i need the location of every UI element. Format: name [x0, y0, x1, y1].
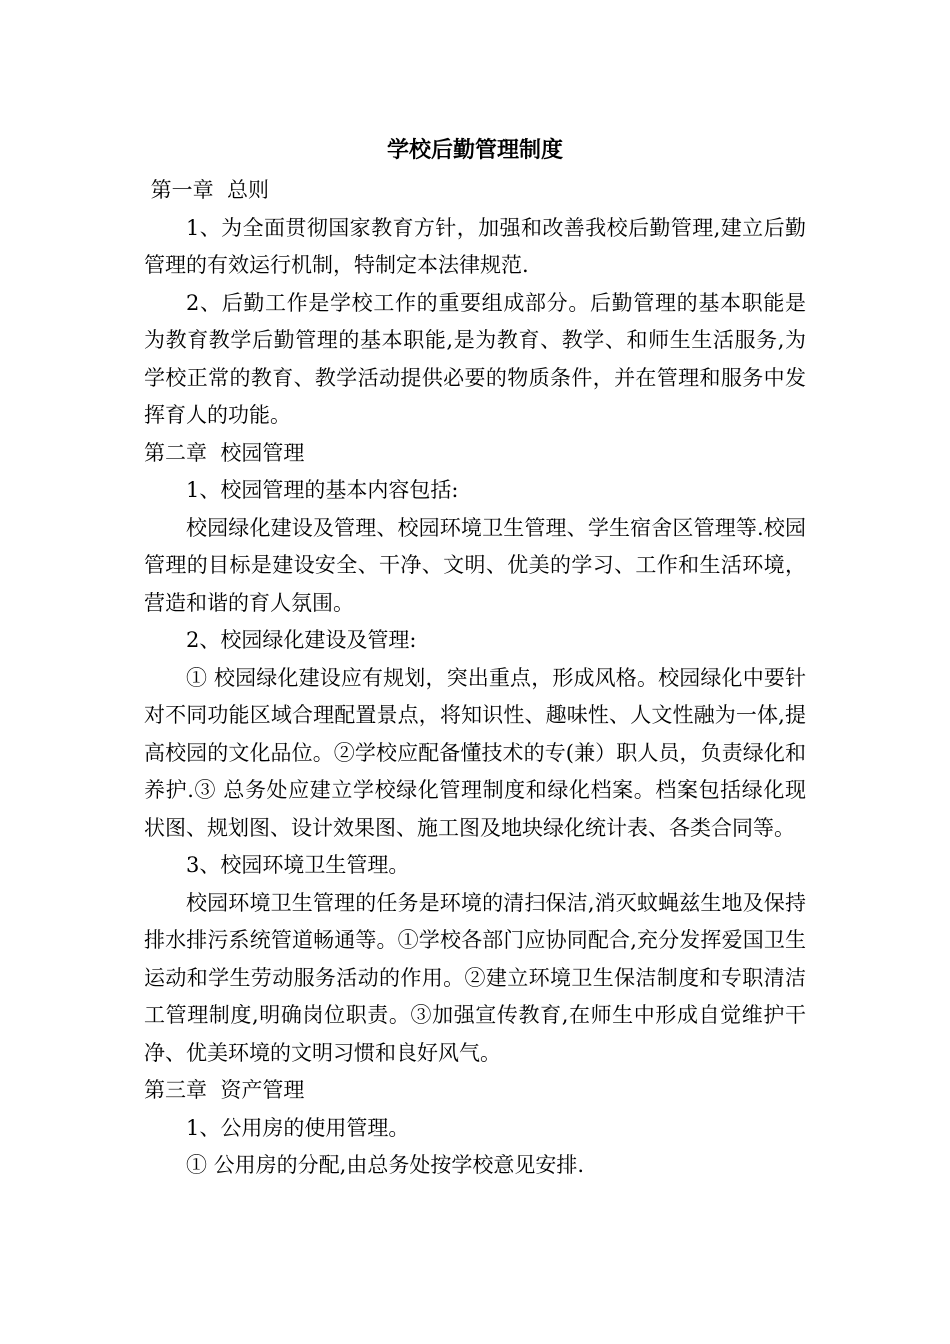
document-title: 学校后勤管理制度	[386, 137, 563, 163]
paragraph: 2、后勤工作是学校工作的重要组成部分。后勤管理的基本职能是为教育教学后勤管理的基本职能,是为教育、教学、和师生生活服务,为学校正常的教育、教学活动提供必要的物质条件，并在管理和服务中发挥育人的功能。	[144, 290, 806, 427]
paragraph: ① 校园绿化建设应有规划，突出重点，形成风格。校园绿化中要针对不同功能区域合理配置景点，将知识性、趣味性、人文性融为一体,提高校园的文化品位。②学校应配备懂技术的专(兼）职人员，负责绿化和养护.③ 总务处应建立学校绿化管理制度和绿化档案。档案包括绿化现状图、规划图、设计效果图、施工图及地块绿化统计表、各类合同等。	[144, 665, 806, 840]
paragraph: 校园绿化建设及管理、校园环境卫生管理、学生宿舍区管理等.校园管理的目标是建设安全、干净、文明、优美的学习、工作和生活环境，营造和谐的育人氛围。	[144, 515, 806, 615]
document-body	[144, 128, 806, 1185]
chapter-heading: 第二章 校园管理	[144, 440, 305, 465]
paragraph: 3、校园环境卫生管理。	[186, 853, 410, 877]
paragraph: 1、为全面贯彻国家教育方针，加强和改善我校后勤管理,建立后勤管理的有效运行机制，特制定本法律规范.	[144, 215, 806, 277]
paragraph: 1、校园管理的基本内容包括:	[186, 478, 459, 502]
chapter-heading: 第三章 资产管理	[144, 1078, 305, 1102]
paragraph: ① 公用房的分配,由总务处按学校意见安排.	[186, 1153, 585, 1177]
paragraph: 2、校园绿化建设及管理:	[186, 628, 417, 652]
paragraph: 校园环境卫生管理的任务是环境的清扫保洁,消灭蚊蝇兹生地及保持排水排污系统管道畅通等。①学校各部门应协同配合,充分发挥爱国卫生运动和学生劳动服务活动的作用。②建立环境卫生保洁制度和专职清洁工管理制度,明确岗位职责。③加强宣传教育,在师生中形成自觉维护干净、优美环境的文明习惯和良好风气。	[144, 890, 806, 1065]
chapter-heading: 第一章 总则	[144, 178, 270, 202]
paragraph: 1、公用房的使用管理。	[186, 1115, 410, 1140]
